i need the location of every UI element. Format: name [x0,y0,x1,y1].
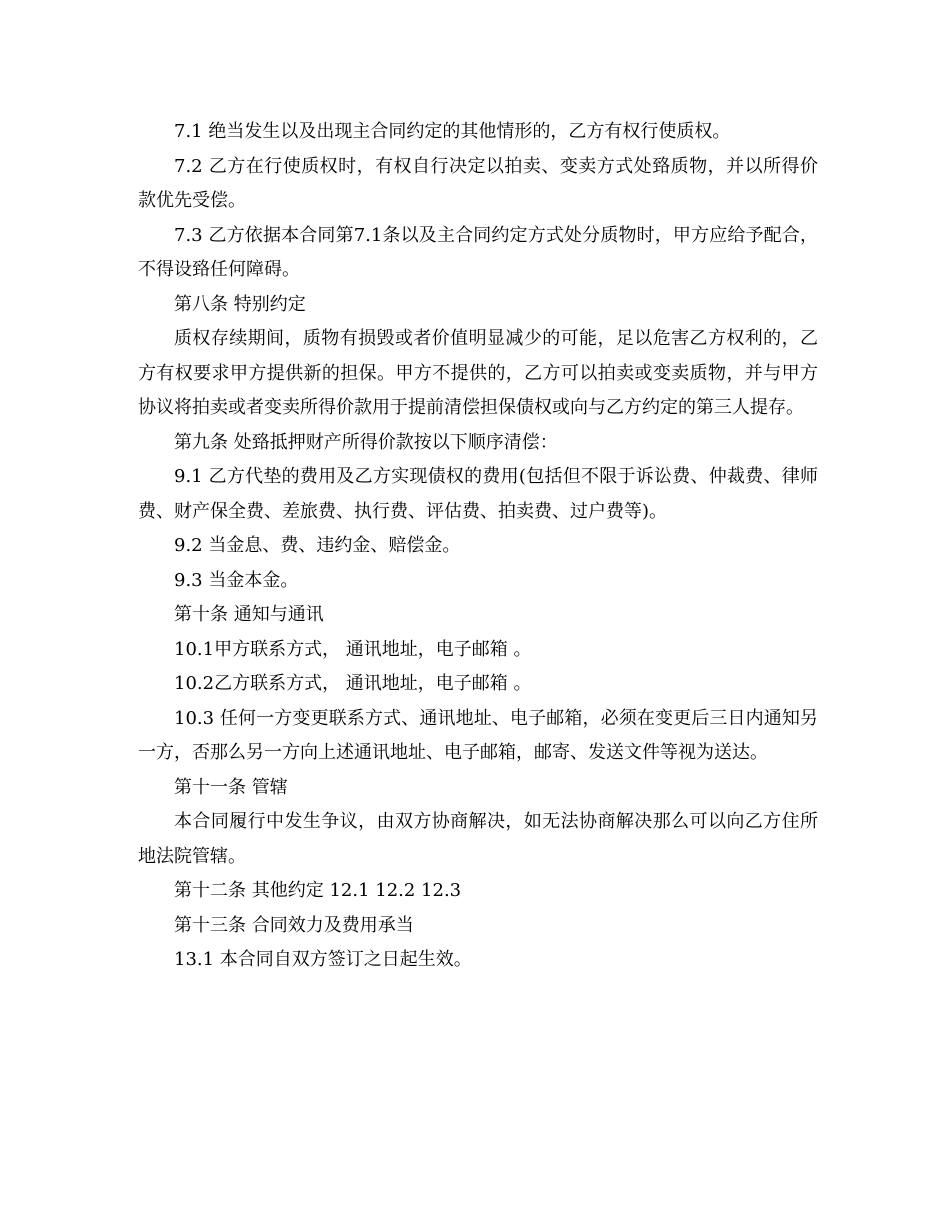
clause-7-1: 7.1 绝当发生以及出现主合同约定的其他情形的，乙方有权行使质权。 [174,121,731,142]
clause-10-1: 10.1甲方联系方式， 通讯地址，电子邮箱 。 [174,638,532,660]
clause-7-2: 7.2 乙方在行使质权时，有权自行决定以拍卖、变卖方式处臵质物，并以所得价款优先受偿。 [138,155,818,211]
article-8-body: 质权存续期间，质物有损毁或者价值明显减少的可能，足以危害乙方权利的，乙方有权要求甲方提供新的担保。甲方不提供的，乙方可以拍卖或变卖质物，并与甲方协议将拍卖或者变卖所得价款用于提前清偿担保债权或向与乙方约定的第三人提存。 [138,328,818,418]
clause-9-3: 9.3 当金本金。 [174,569,299,591]
clause-10-3: 10.3 任何一方变更联系方式、通讯地址、电子邮箱，必须在变更后三日内通知另一方，否那么另一方向上述通讯地址、电子邮箱，邮寄、发送文件等视为送达。 [138,707,818,763]
article-11-body: 本合同履行中发生争议，由双方协商解决，如无法协商解决那么可以向乙方住所地法院管辖。 [138,811,818,867]
clause-9-2: 9.2 当金息、费、违约金、赔偿金。 [174,535,461,556]
article-10-heading: 第十条 通知与通讯 [174,604,324,625]
article-13-heading: 第十三条 合同效力及费用承当 [174,914,414,936]
article-9-heading: 第九条 处臵抵押财产所得价款按以下顺序清偿： [174,431,558,453]
clause-9-1: 9.1 乙方代垫的费用及乙方实现债权的费用(包括但不限于诉讼费、仲裁费、律师费、财产保全费、差旅费、执行费、评估费、拍卖费、过户费等)。 [138,466,818,522]
clause-10-2: 10.2乙方联系方式， 通讯地址，电子邮箱 。 [174,673,532,694]
clause-13-1: 13.1 本合同自双方签订之日起生效。 [174,949,472,970]
article-8-heading: 第八条 特别约定 [174,293,306,315]
article-11-heading: 第十一条 管辖 [174,776,288,798]
document-page [138,115,818,978]
clause-7-3: 7.3 乙方依据本合同第7.1条以及主合同约定方式处分质物时，甲方应给予配合，不得设臵任何障碍。 [138,224,818,280]
article-12-heading: 第十二条 其他约定 12.1 12.2 12.3 [174,880,462,901]
